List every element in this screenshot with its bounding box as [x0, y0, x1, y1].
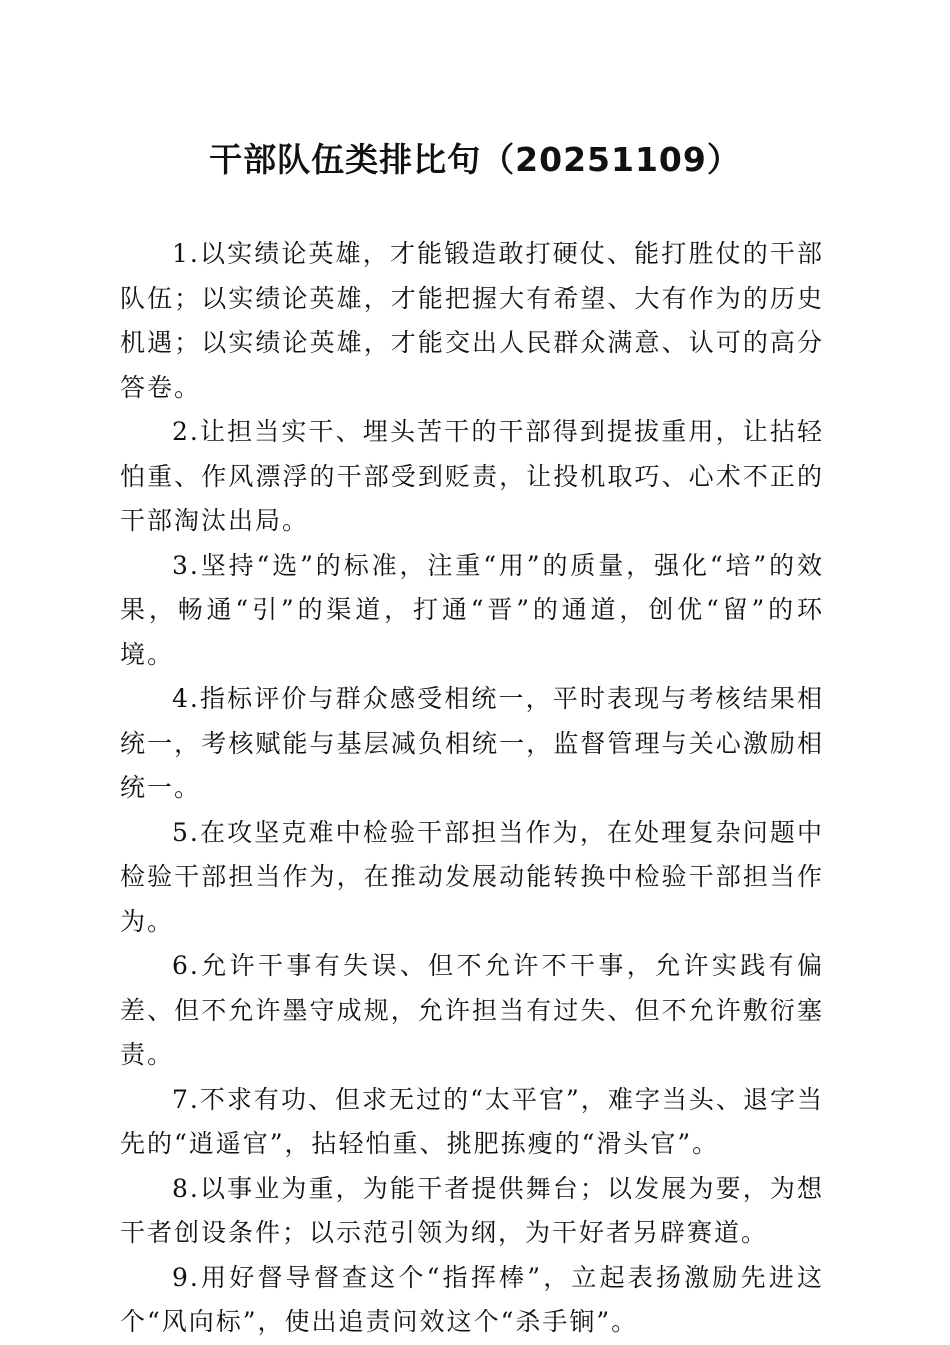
paragraph-5: 5.在攻坚克难中检验干部担当作为，在处理复杂问题中检验干部担当作为，在推动发展动能转换中检验干部担当作为。	[120, 817, 824, 936]
paragraph-3: 3.坚持“选”的标准，注重“用”的质量，强化“培”的效果，畅通“引”的渠道，打通“晋”的通道，创优“留”的环境。	[120, 550, 824, 669]
document-title: 干部队伍类排比句（20251109）	[209, 140, 741, 179]
paragraph-1: 1.以实绩论英雄，才能锻造敢打硬仗、能打胜仗的干部队伍；以实绩论英雄，才能把握大有希望、大有作为的历史机遇；以实绩论英雄，才能交出人民群众满意、认可的高分答卷。	[120, 239, 824, 402]
paragraph-2: 2.让担当实干、埋头苦干的干部得到提拔重用，让拈轻怕重、作风漂浮的干部受到贬责，让投机取巧、心术不正的干部淘汰出局。	[120, 417, 824, 535]
document-body	[120, 232, 824, 1345]
paragraph-7: 7.不求有功、但求无过的“太平官”，难字当头、退字当先的“逍遥官”，拈轻怕重、挑肥拣瘦的“滑头官”。	[120, 1084, 824, 1158]
paragraph-4: 4.指标评价与群众感受相统一，平时表现与考核结果相统一，考核赋能与基层减负相统一，监督管理与关心激励相统一。	[120, 684, 824, 802]
paragraph-8: 8.以事业为重，为能干者提供舞台；以发展为要，为想干者创设条件；以示范引领为纲，为干好者另辟赛道。	[120, 1173, 824, 1247]
paragraph-9: 9.用好督导督查这个“指挥棒”，立起表扬激励先进这个“风向标”，使出追责问效这个“杀手锏”。	[120, 1262, 824, 1336]
paragraph-6: 6.允许干事有失误、但不允许不干事，允许实践有偏差、但不允许墨守成规，允许担当有过失、但不允许敷衍塞责。	[120, 951, 824, 1069]
